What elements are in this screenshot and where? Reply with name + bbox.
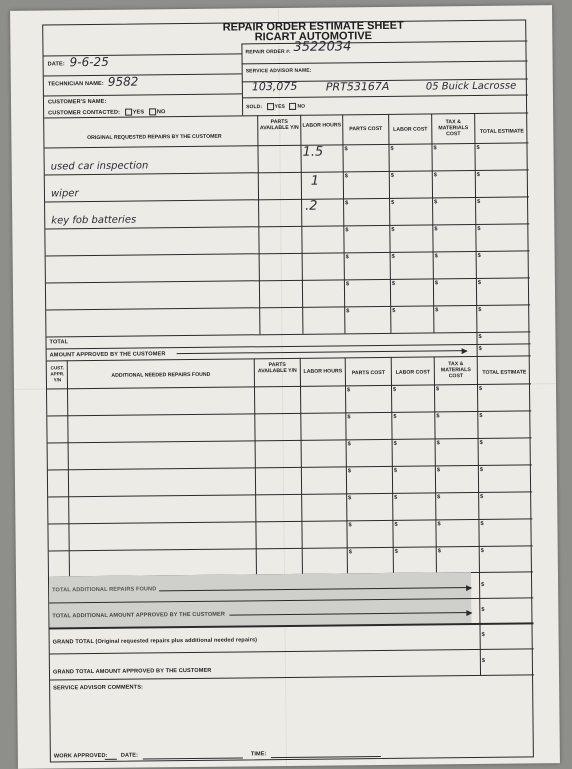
- vehicle-value[interactable]: 05 Buick Lacrosse: [425, 80, 517, 93]
- estimate-sheet: [10, 5, 560, 769]
- original-repair-2[interactable]: wiper: [50, 188, 79, 200]
- additional-dollar-r5-c4: $: [480, 493, 484, 500]
- additional-dollar-r6-c1: $: [348, 522, 352, 529]
- original-approved-label: AMOUNT APPROVED BY THE CUSTOMER: [49, 351, 166, 359]
- grand-approved-label: GRAND TOTAL AMOUNT APPROVED BY THE CUSTOMER: [52, 667, 212, 676]
- sold-field: [246, 103, 305, 111]
- additional-total-header: TOTAL ESTIMATE: [482, 369, 527, 376]
- additional-dollar-r1-c1: $: [347, 387, 351, 394]
- original-dollar-r3-c4: $: [477, 198, 481, 205]
- original-dollar-r5-c1: $: [345, 254, 349, 261]
- original-dollar-r5-c3: $: [434, 253, 438, 260]
- technician-label: TECHNICIAN NAME:: [47, 80, 104, 88]
- contacted-no-label: NO: [156, 109, 166, 116]
- original-total-dollar: $: [478, 333, 482, 340]
- original-approved-dollar: $: [478, 345, 482, 352]
- additional-dollar-r3-c4: $: [479, 439, 483, 446]
- original-dollar-r5-c4: $: [477, 252, 481, 259]
- additional-dollar-r4-c4: $: [479, 466, 484, 473]
- original-dollar-r2-c3: $: [433, 172, 437, 179]
- original-dollar-r7-c2: $: [392, 307, 396, 314]
- additional-labor-hours-header: LABOR HOURS: [303, 368, 343, 375]
- additional-dollar-r6-c3: $: [437, 521, 441, 528]
- original-total-label: TOTAL: [49, 339, 69, 346]
- total-found-dollar: $: [481, 581, 485, 588]
- original-dollar-r7-c3: $: [435, 307, 439, 314]
- additional-dollar-r7-c1: $: [348, 549, 352, 556]
- additional-dollar-r4-c3: $: [436, 467, 441, 474]
- parts-available-header: PARTS AVAILABLE Y/N: [259, 118, 299, 132]
- cust-appr-header: CUST. APPR. Y/N: [50, 365, 65, 383]
- original-dollar-r4-c3: $: [434, 226, 438, 233]
- date-value[interactable]: 9-6-25: [69, 54, 109, 70]
- original-hours-1[interactable]: 1.5: [302, 144, 324, 160]
- mileage-value[interactable]: 103,075: [251, 79, 298, 94]
- original-hours-3[interactable]: .2: [305, 198, 318, 214]
- form-frame: [42, 19, 534, 762]
- additional-dollar-r1-c2: $: [393, 386, 397, 393]
- sold-no-checkbox[interactable]: [289, 103, 296, 110]
- additional-dollar-r3-c1: $: [347, 441, 351, 448]
- additional-dollar-r4-c1: $: [347, 468, 352, 475]
- additional-dollar-r5-c3: $: [437, 494, 441, 501]
- technician-value[interactable]: 9582: [107, 74, 139, 89]
- additional-tax-header: TAX & MATERIALS COST: [440, 361, 471, 380]
- original-dollar-r3-c1: $: [345, 200, 349, 207]
- original-repair-1[interactable]: used car inspection: [50, 160, 149, 173]
- date-label: DATE:: [47, 61, 65, 68]
- labor-cost-header: LABOR COST: [393, 126, 428, 133]
- additional-dollar-r1-c4: $: [478, 385, 483, 392]
- original-dollar-r1-c1: $: [344, 146, 348, 153]
- grand-approved-dollar: $: [481, 657, 486, 664]
- parts-cost-header: PARTS COST: [349, 125, 383, 133]
- repair-order-label: REPAIR ORDER #:: [245, 48, 291, 56]
- shop-name: RICART AUTOMOTIVE: [254, 30, 373, 44]
- additional-dollar-r6-c2: $: [394, 521, 398, 528]
- customer-contacted-field: [48, 108, 165, 116]
- form-title: REPAIR ORDER ESTIMATE SHEET: [222, 19, 404, 34]
- sold-no-label: NO: [297, 103, 306, 110]
- original-dollar-r4-c4: $: [477, 225, 481, 232]
- repair-order-value[interactable]: 3522034: [293, 39, 352, 55]
- additional-dollar-r7-c4: $: [480, 547, 484, 554]
- original-dollar-r6-c4: $: [477, 279, 482, 286]
- original-dollar-r1-c3: $: [433, 145, 437, 152]
- additional-dollar-r1-c3: $: [436, 386, 440, 393]
- original-repairs-header: ORIGINAL REQUESTED REPAIRS BY THE CUSTOMER: [87, 133, 222, 142]
- original-dollar-r4-c2: $: [391, 226, 395, 233]
- tax-materials-header: TAX & MATERIALS COST: [438, 119, 469, 138]
- sold-yes-checkbox[interactable]: [267, 103, 274, 110]
- additional-dollar-r7-c3: $: [437, 548, 441, 555]
- customer-name-label: CUSTOMER'S NAME:: [47, 98, 107, 106]
- additional-dollar-r6-c4: $: [480, 520, 484, 527]
- total-estimate-header: TOTAL ESTIMATE: [479, 128, 524, 135]
- contacted-yes-label: YES: [132, 109, 145, 116]
- grand-total-dollar: $: [481, 631, 485, 638]
- additional-parts-available-header: PARTS AVAILABLE Y/N: [257, 361, 297, 375]
- original-approved-arrow: [177, 350, 467, 354]
- additional-dollar-r7-c2: $: [394, 548, 398, 555]
- contacted-no-checkbox[interactable]: [149, 108, 156, 115]
- additional-dollar-r3-c2: $: [393, 440, 397, 447]
- additional-labor-cost-header: LABOR COST: [395, 369, 431, 376]
- service-advisor-label: SERVICE ADVISOR NAME:: [245, 67, 312, 75]
- additional-dollar-r2-c2: $: [393, 413, 397, 420]
- sold-yes-label: YES: [274, 103, 285, 110]
- additional-dollar-r4-c2: $: [393, 467, 398, 474]
- original-dollar-r7-c1: $: [346, 308, 350, 315]
- total-approved-dollar: $: [481, 606, 485, 613]
- original-dollar-r2-c4: $: [476, 171, 480, 178]
- sold-label: SOLD:: [246, 104, 263, 111]
- original-dollar-r3-c2: $: [391, 199, 395, 206]
- original-dollar-r6-c1: $: [345, 281, 350, 288]
- work-time-label: TIME:: [250, 751, 267, 758]
- additional-dollar-r5-c1: $: [348, 495, 352, 502]
- total-found-label: TOTAL ADDITIONAL REPAIRS FOUND: [52, 586, 157, 594]
- work-approved-label: WORK APPROVED:: [53, 752, 108, 760]
- original-dollar-r6-c2: $: [391, 280, 396, 287]
- additional-dollar-r2-c3: $: [436, 413, 440, 420]
- original-hours-2[interactable]: 1: [310, 173, 320, 189]
- customer-contacted-label: CUSTOMER CONTACTED:: [48, 109, 121, 117]
- original-dollar-r6-c3: $: [434, 280, 439, 287]
- original-dollar-r7-c4: $: [478, 306, 482, 313]
- advisor-comments-label: SERVICE ADVISOR COMMENTS:: [53, 684, 144, 692]
- contacted-yes-checkbox[interactable]: [125, 109, 132, 116]
- work-date-label: DATE:: [120, 752, 139, 759]
- additional-dollar-r2-c1: $: [347, 414, 351, 421]
- additional-dollar-r2-c4: $: [479, 412, 483, 419]
- original-dollar-r2-c1: $: [344, 173, 348, 180]
- additional-dollar-r5-c2: $: [394, 494, 398, 501]
- original-dollar-r1-c4: $: [476, 144, 480, 151]
- original-dollar-r3-c3: $: [434, 199, 438, 206]
- additional-repairs-header: ADDITIONAL NEEDED REPAIRS FOUND: [111, 371, 211, 379]
- original-repair-3[interactable]: key fob batteries: [51, 214, 137, 227]
- additional-parts-cost-header: PARTS COST: [351, 369, 385, 377]
- original-dollar-r4-c1: $: [345, 227, 349, 234]
- grand-total-label: GRAND TOTAL (Original requested repairs plus additional needed repairs): [52, 637, 258, 646]
- original-dollar-r1-c2: $: [390, 145, 394, 152]
- additional-dollar-r3-c3: $: [436, 440, 440, 447]
- original-dollar-r5-c2: $: [391, 253, 395, 260]
- original-dollar-r2-c2: $: [390, 172, 394, 179]
- vehicle-id-value[interactable]: PRT53167A: [325, 79, 390, 94]
- labor-hours-header: LABOR HOURS: [302, 122, 342, 129]
- total-approved-label: TOTAL ADDITIONAL AMOUNT APPROVED BY THE CUSTOMER: [52, 611, 226, 620]
